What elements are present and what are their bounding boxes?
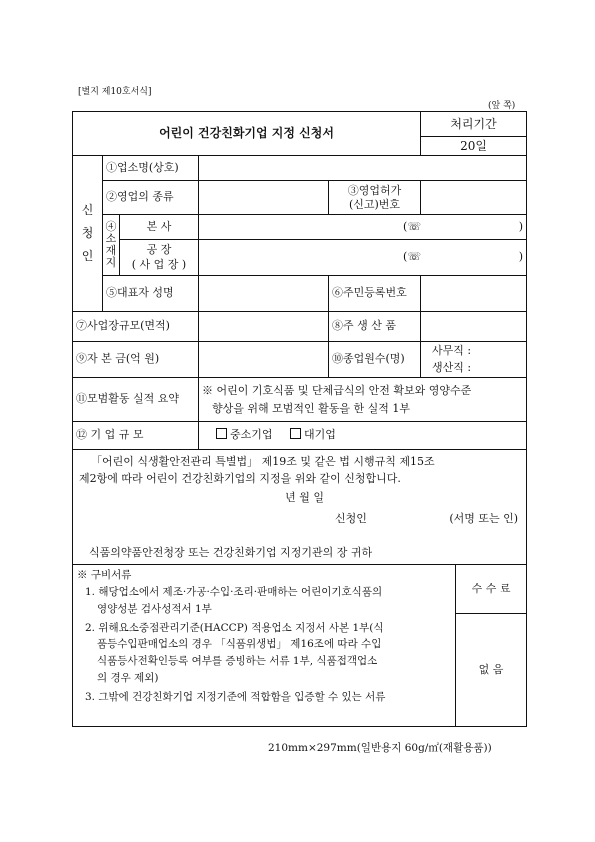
license-label-line1: ③영업허가 (347, 183, 402, 197)
signature-placeholder: (서명 또는 인) (449, 512, 519, 526)
declaration-line2: 제2항에 따라 어린이 건강친화기업의 지정을 위와 같이 신청합니다. (79, 472, 401, 486)
page-side-label: (앞 쪽) (488, 101, 516, 111)
company-size-label: ⑫ 기 업 규 모 (73, 422, 199, 450)
sme-option[interactable] (202, 428, 273, 441)
location-label-text: ④소재지 (105, 219, 117, 270)
document-item-2-line2: 품등수입판매업소의 경우 「식품위생법」 제16조에 따라 수입 (97, 638, 382, 651)
resident-number-field[interactable] (421, 276, 527, 312)
document-item-1-line1: 1. 해당업소에서 제조·가공·수입·조리·판매하는 어린이기호식품의 (85, 585, 383, 598)
large-option-label: 대기업 (304, 428, 336, 442)
location-label (103, 215, 120, 276)
large-checkbox[interactable] (290, 428, 301, 439)
fee-label: 수 수 료 (456, 565, 526, 614)
employees-field[interactable] (421, 342, 527, 378)
applicant-group-label (73, 156, 103, 312)
company-size-options (199, 422, 527, 450)
applicant-group-text: 신청인 (81, 203, 94, 263)
application-form-table (72, 111, 527, 727)
business-scale-field[interactable] (199, 312, 329, 342)
form-reference: [별지 제10호서식] (78, 87, 152, 97)
head-office-field[interactable] (199, 215, 527, 240)
document-item-2-line1: 2. 위해요소중점관리기준(HACCP) 적용업소 지정서 사본 1부(식 (85, 621, 384, 634)
business-type-label: ②영업의 종류 (103, 181, 199, 215)
main-products-field[interactable] (421, 312, 527, 342)
business-scale-label: ⑦사업장규모(면적) (73, 312, 199, 342)
application-date: 년 월 일 (285, 491, 324, 505)
fee-column (456, 565, 527, 727)
fee-value: 없 음 (478, 662, 504, 676)
business-type-field[interactable] (199, 181, 329, 215)
model-activity-label: ⑪모범활동 실적 요약 (73, 378, 199, 422)
documents-heading: ※ 구비서류 (77, 569, 132, 582)
document-item-2-line4: 의 경우 제외) (97, 671, 159, 684)
license-label-line2: (신고)번호 (348, 197, 401, 211)
resident-number-label: ⑥주민등록번호 (329, 276, 421, 312)
phone-open-factory: (☏ (403, 250, 422, 264)
document-item-3-line1: 3. 그밖에 건강친화기업 지정기준에 적합함을 입증할 수 있는 서류 (85, 690, 386, 703)
addressee: 식품의약품안전청장 또는 건강친화기업 지정기관의 장 귀하 (89, 546, 373, 560)
capital-field[interactable] (199, 342, 329, 378)
employees-label: ⑩종업원수(명) (329, 342, 421, 378)
phone-open-head: (☏ (403, 219, 422, 233)
model-activity-field[interactable] (199, 378, 527, 422)
applicant-signature-label: 신청인 (335, 512, 367, 526)
sme-option-label: 중소기업 (230, 428, 273, 442)
head-office-label: 본 사 (120, 215, 199, 240)
document-item-1-line2: 영양성분 검사성적서 1부 (97, 602, 212, 615)
factory-label-line2: ( 사 업 장 ) (131, 257, 187, 271)
capital-label: ⑨자 본 금(억 원) (73, 342, 199, 378)
large-option[interactable] (276, 428, 336, 441)
phone-close-head: ) (518, 219, 524, 233)
processing-period-label: 처리기간 (421, 112, 527, 137)
factory-label-line1: 공 장 (146, 242, 172, 256)
phone-close-factory: ) (518, 250, 524, 264)
main-products-label: ⑧주 생 산 품 (329, 312, 421, 342)
form-title: 어린이 건강친화기업 지정 신청서 (73, 112, 421, 156)
factory-field[interactable] (199, 240, 527, 276)
business-name-label: ①업소명(상호) (103, 156, 199, 181)
processing-period-value: 20일 (421, 137, 527, 156)
representative-name-field[interactable] (199, 276, 329, 312)
office-staff-label: 사무직 : (432, 344, 472, 357)
representative-name-label: ⑤대표자 성명 (103, 276, 199, 312)
production-staff-label: 생산직 : (432, 360, 472, 374)
sme-checkbox[interactable] (216, 428, 227, 439)
business-name-field[interactable] (199, 156, 527, 181)
declaration-line1: 「어린이 식생활안전관리 특별법」 제19조 및 같은 법 시행규칙 제15조 (91, 455, 435, 468)
factory-label (120, 240, 199, 276)
activity-note-line2: 향상을 위해 모범적인 활동을 한 실적 1부 (212, 401, 410, 415)
license-number-label (329, 181, 421, 215)
document-item-2-line3: 식품등사전확인등록 여부를 증빙하는 서류 1부, 식품접객업소 (97, 655, 378, 668)
required-documents (73, 565, 456, 727)
declaration-section (73, 450, 527, 565)
license-number-field[interactable] (421, 181, 527, 215)
activity-note-line1: ※ 어린이 기호식품 및 단체급식의 안전 확보와 영양수준 (202, 384, 472, 398)
paper-specification: 210mm×297mm(일반용지 60g/㎡(재활용품)) (268, 742, 492, 754)
